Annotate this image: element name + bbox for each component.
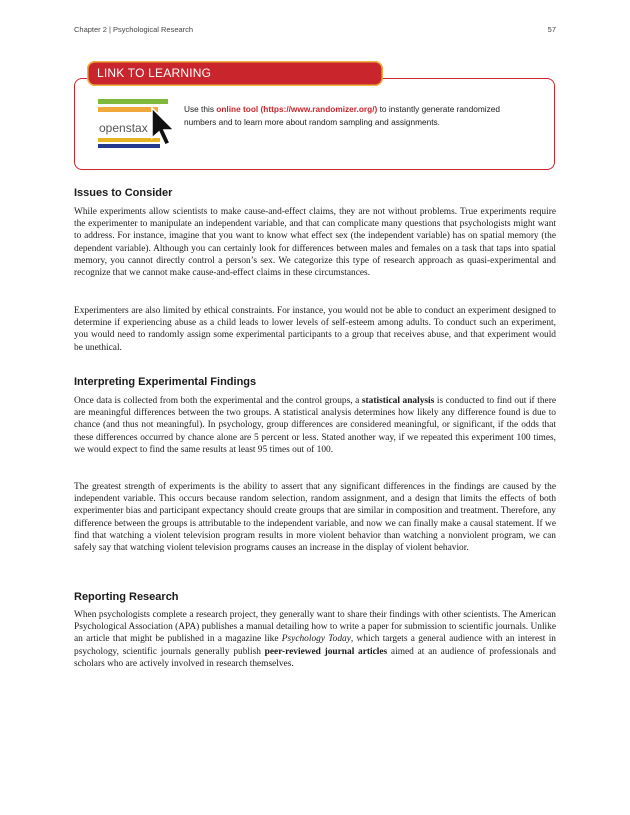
link-to-learning-text: Use this online tool (https://www.randomizer.org/) to instantly generate randomized numbers and to learn more about random sampling and assignments. — [184, 104, 500, 127]
running-header — [74, 25, 556, 34]
text-run: aimed at an audience of professionals and scholars who are actively involved in research themselves. — [74, 646, 556, 669]
key-term: statistical analysis — [361, 396, 435, 406]
text-run: When psychologists complete a research project, they generally want to share their findings with other scientists. The American Psychological Association (APA) publishes a manual detailing how to write a paper for submission to scientific journals. Unlike an article that might be published in a magazine like — [74, 610, 556, 645]
publication-title: Psychology Today — [281, 634, 351, 645]
paragraph — [74, 609, 556, 670]
section-heading-interpreting: Interpreting Experimental Findings — [74, 376, 257, 388]
paragraph — [74, 305, 556, 354]
text-run: , which targets a general audience with an interest in psychology, scientific journals generally publish — [74, 634, 556, 657]
text-run: While experiments allow scientists to make cause-and-effect claims, they are not without problems. True experiments require the experimenter to manipulate an independent variable, and that can complicate many questions that psychologists might want to address. For instance, imagine that you want to know what effect sex (the independent variable) has on spatial memory (the dependent variable). Although you can certainly look for differences between males and females on a task that taps into spatial memory, you cannot directly control a person’s sex. We categorize this type of research approach as quasi-experimental and recognize that we cannot make cause-and-effect claims in these circumstances. — [74, 207, 556, 279]
paragraph — [74, 206, 556, 279]
chapter-title: Chapter 2 | Psychological Research — [74, 25, 194, 34]
paragraph — [74, 395, 556, 456]
openstax-logo-text: openstax — [99, 121, 148, 135]
text-run: Once data is collected from both the experimental and the control groups, a — [74, 396, 362, 406]
text-run: The greatest strength of experiments is the ability to assert that any significant differences in the findings are caused by the independent variable. This occurs because random selection, random assignment, and a design that limits the effects of both experimenter bias and participant expectancy should create groups that are similar in composition and treatment. Therefore, any difference between the groups is attributable to the independent variable, and now we can finally make a causal statement. If we find that watching a violent television program results in more violent behavior than watching a nonviolent program, we can safely say that watching violent television programs causes an increase in the display of violent behavior. — [74, 482, 556, 554]
page-number: 57 — [547, 25, 556, 34]
section-heading-issues: Issues to Consider — [74, 187, 173, 199]
openstax-logo-icon — [96, 98, 182, 152]
section-heading-reporting: Reporting Research — [74, 591, 179, 603]
key-term: peer-reviewed journal articles — [264, 646, 388, 657]
link-to-learning-title: LINK TO LEARNING — [87, 61, 383, 86]
text-run: is conducted to find out if there are meaningful differences between the two groups. A statistical analysis determines how likely any difference found is due to chance (and thus not meaningful). In psychology, group differences are considered meaningful, or significant, if the odds that these differences occurred by chance alone are 5 percent or less. Stated another way, if we repeated this experiment 100 times, we would expect to find the same results at least 95 times out of 100. — [74, 396, 556, 455]
randomizer-link[interactable]: online tool (https://www.randomizer.org/) — [216, 104, 378, 114]
paragraph — [74, 481, 556, 554]
text-run: Experimenters are also limited by ethical constraints. For instance, you would not be able to conduct an experiment designed to determine if experiencing abuse as a child leads to lower levels of self-esteem among adults. To conduct such an experiment, you would need to randomly assign some experimental participants to a group that receives abuse, and that experiment would be unethical. — [74, 306, 556, 353]
